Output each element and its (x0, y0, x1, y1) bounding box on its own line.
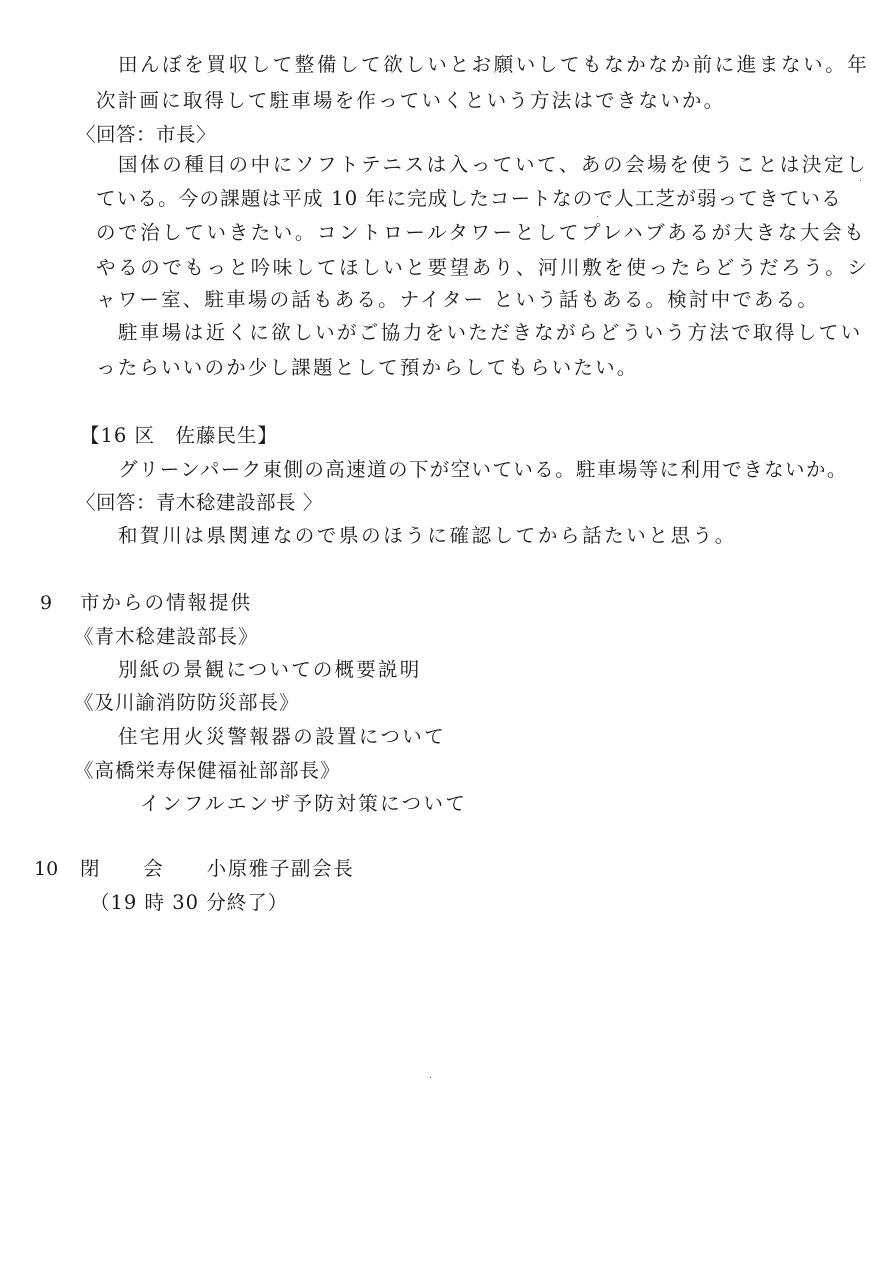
speaker-name: 《及川諭消防防災部長》 (74, 691, 300, 714)
answer-line: ったらいいのか少し課題として預からしてもらいたい。 (96, 356, 639, 379)
answer-line: 国体の種目の中にソフトテニスは入っていて、あの会場を使うことは決定し (118, 153, 869, 176)
speaker-name: 《高橋栄寿保健福祉部部長》 (74, 759, 341, 782)
scan-speck (430, 1077, 431, 1078)
answer-line: ている。今の課題は平成 10 年に完成したコートなので人工芝が弱ってきている (96, 187, 842, 210)
answer-line: 和賀川は県関連なので県のほうに確認してから話たいと思う。 (118, 524, 737, 547)
answer-line: 駐車場は近くに欲しいがご協力をいただきながらどういう方法で取得してい (118, 321, 863, 344)
ward-question: グリーンパーク東側の高速道の下が空いている。駐車場等に利用できないか。 (118, 458, 848, 481)
answer-line: ャワー室、駐車場の話もある。ナイター という話もある。検討中である。 (96, 288, 820, 311)
scan-speck (860, 180, 861, 181)
section-number: 9 (40, 592, 53, 614)
answer-line: やるのでもっと吟味してほしいと要望あり、河川敷を使ったらどうだろう。シ (96, 256, 870, 279)
info-topic: インフルエンザ予防対策について (140, 792, 468, 815)
closing-time-note: （19 時 30 分終了） (90, 891, 289, 914)
paragraph-line: 次計画に取得して駐車場を作っていくという方法はできないか。 (96, 89, 726, 112)
info-topic: 住宅用火災警報器の設置について (118, 725, 447, 748)
ward-heading: 【16 区 佐藤民生】 (80, 424, 279, 447)
section-number: 10 (34, 858, 59, 880)
section-title: 閉 会 小原雅子副会長 (80, 857, 355, 880)
answer-label: 〈回答：青木稔建設部長 〉 (76, 491, 323, 514)
section-title: 市からの情報提供 (80, 591, 253, 614)
speaker-name: 《青木稔建設部長》 (74, 625, 259, 648)
answer-label: 〈回答：市長〉 (76, 123, 217, 146)
scan-speck (597, 216, 598, 217)
info-topic: 別紙の景観についての概要説明 (118, 658, 422, 681)
answer-line: ので治していきたい。コントロールタワーとしてプレハブあるが大きな大会も (96, 221, 867, 244)
paragraph-line: 田んぼを買収して整備して欲しいとお願いしてもなかなか前に進まない。年 (118, 53, 870, 76)
